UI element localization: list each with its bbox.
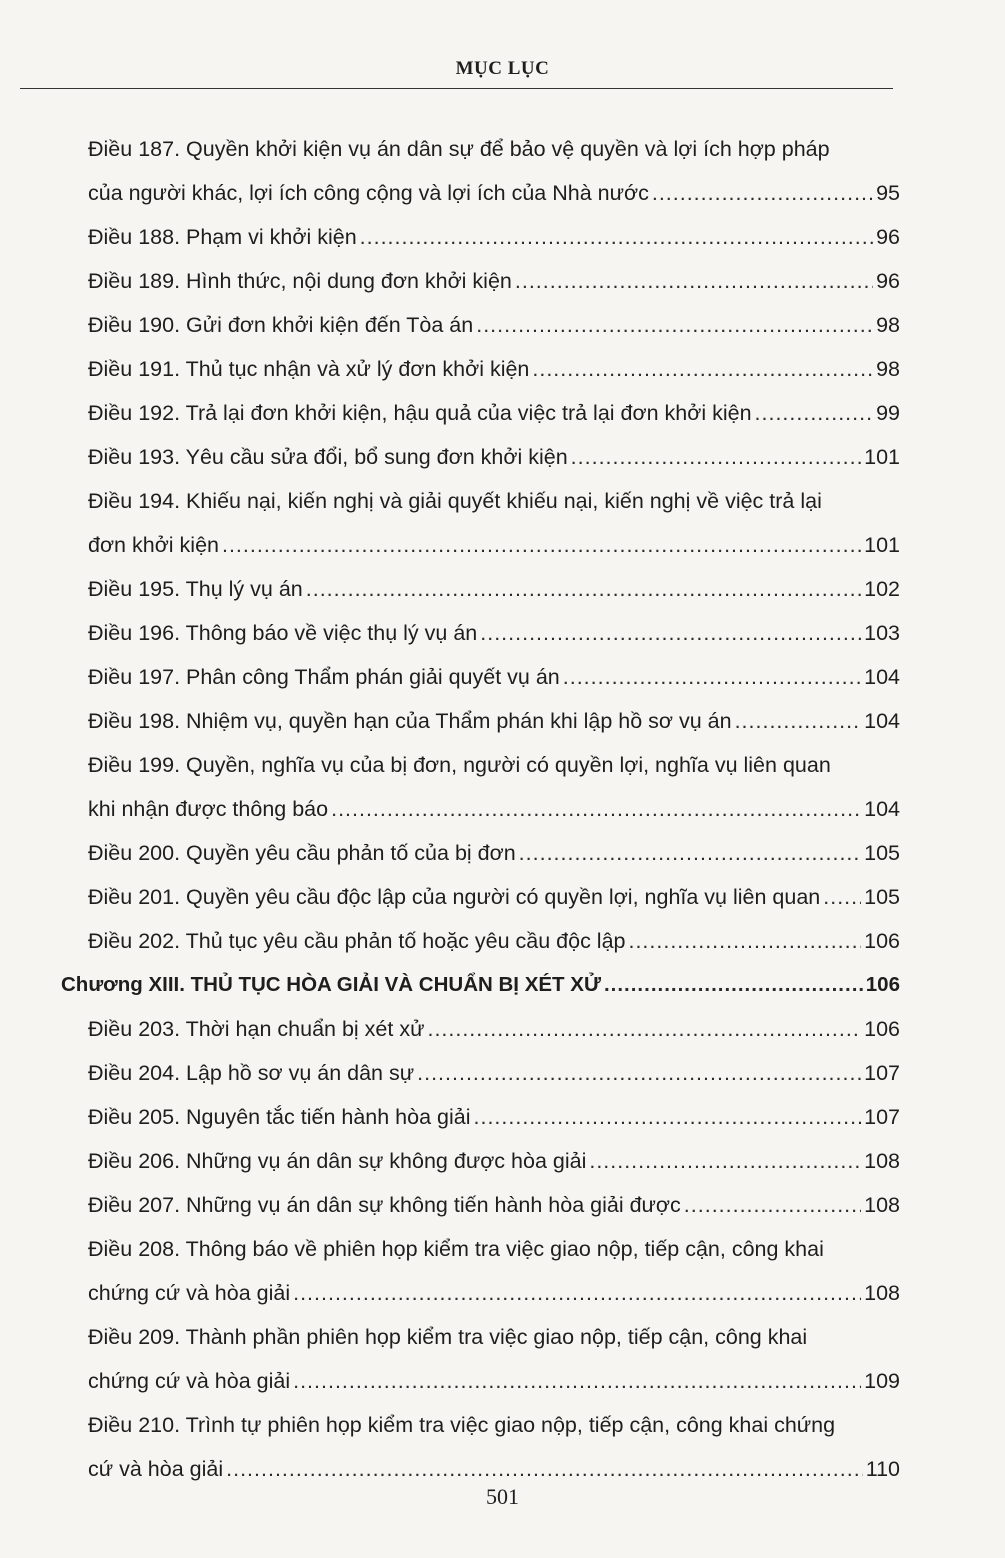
toc-entry-title: chứng cứ và hòa giải: [88, 1281, 291, 1305]
dot-leader: [604, 963, 863, 1007]
toc-entry-title: Điều 205. Nguyên tắc tiến hành hòa giải: [88, 1105, 471, 1129]
toc-entry-title: Điều 192. Trả lại đơn khởi kiện, hậu quả của việc trả lại đơn khởi kiện: [88, 401, 752, 425]
toc-entry: [88, 919, 900, 963]
toc-entry: [88, 1227, 900, 1315]
toc-page-number: 108: [864, 1149, 900, 1173]
toc-entry-title: Điều 204. Lập hồ sơ vụ án dân sự: [88, 1061, 415, 1085]
toc-entry-title: Điều 210. Trình tự phiên họp kiểm tra việc giao nộp, tiếp cận, công khai chứng: [88, 1413, 836, 1437]
toc-entry-line: [88, 1095, 900, 1139]
dot-leader: [571, 435, 861, 479]
toc-entry: [88, 875, 900, 919]
toc-page-number: 105: [864, 885, 900, 909]
toc-page-number: 101: [864, 533, 900, 557]
toc-entry-line: [88, 1007, 900, 1051]
dot-leader: [628, 919, 861, 963]
toc-entry-title: Điều 201. Quyền yêu cầu độc lập của người có quyền lợi, nghĩa vụ liên quan: [88, 885, 821, 909]
toc-entry-line: [88, 567, 900, 611]
toc-entry: [88, 391, 900, 435]
dot-leader: [306, 567, 861, 611]
toc-entry-title: Điều 206. Những vụ án dân sự không được hòa giải: [88, 1149, 587, 1173]
toc-page-number: 108: [864, 1193, 900, 1217]
toc-page-number: 98: [876, 357, 900, 381]
toc-entry: [88, 743, 900, 831]
toc-entry-title: Điều 193. Yêu cầu sửa đổi, bổ sung đơn khởi kiện: [88, 445, 568, 469]
toc-page-number: 96: [876, 225, 900, 249]
toc-entry-line: [88, 1359, 900, 1403]
toc-entry-line: [88, 1139, 900, 1183]
header-rule: [20, 88, 893, 89]
toc-entry-line: [88, 347, 900, 391]
toc-entry-line: [88, 919, 900, 963]
toc-chapter-entry: [61, 963, 900, 1007]
toc-entry: [88, 1051, 900, 1095]
toc-page-number: 106: [864, 1017, 900, 1041]
toc-entry-line: [88, 611, 900, 655]
toc-page-number: 104: [864, 797, 900, 821]
dot-leader: [480, 611, 861, 655]
toc-entry-line: [88, 1271, 900, 1315]
dot-leader: [755, 391, 874, 435]
toc-entry-line: [88, 391, 900, 435]
toc-entry-title: Điều 207. Những vụ án dân sự không tiến hành hòa giải được: [88, 1193, 681, 1217]
toc-entry-title: Điều 196. Thông báo về việc thụ lý vụ án: [88, 621, 478, 645]
dot-leader: [735, 699, 862, 743]
toc-entry-title: Điều 195. Thụ lý vụ án: [88, 577, 303, 601]
dot-leader: [652, 171, 873, 215]
dot-leader: [293, 1359, 861, 1403]
toc-entry: [88, 347, 900, 391]
toc-entry-title: Điều 188. Phạm vi khởi kiện: [88, 225, 357, 249]
toc-page-number: 104: [864, 665, 900, 689]
toc-entry-line: [88, 303, 900, 347]
toc-entry: [88, 1315, 900, 1403]
toc-entry-line: [88, 1183, 900, 1227]
toc-entry: [88, 1007, 900, 1051]
toc-entry: [88, 611, 900, 655]
toc-entry-title: khi nhận được thông báo: [88, 797, 329, 821]
toc-page-number: 108: [864, 1281, 900, 1305]
toc-page-number: 105: [864, 841, 900, 865]
dot-leader: [589, 1139, 861, 1183]
toc-entry-title: Điều 194. Khiếu nại, kiến nghị và giải quyết khiếu nại, kiến nghị về việc trả lại: [88, 489, 822, 513]
toc-entry: [88, 435, 900, 479]
toc-page-number: 98: [876, 313, 900, 337]
toc-page-number: 106: [865, 973, 900, 996]
toc-entry-title: chứng cứ và hòa giải: [88, 1369, 291, 1393]
toc-entry-line: [88, 787, 900, 831]
dot-leader: [823, 875, 861, 919]
toc-entry-title: cứ và hòa giải: [88, 1457, 224, 1481]
toc-entry-line: [88, 655, 900, 699]
toc-entry-title: của người khác, lợi ích công cộng và lợi ích của Nhà nước: [88, 181, 649, 205]
toc-entry-line: [88, 171, 900, 215]
toc-entry-line: [88, 523, 900, 567]
toc-entry-title: Chương XIII. THỦ TỤC HÒA GIẢI VÀ CHUẨN BỊ XÉT XỬ: [61, 973, 601, 996]
toc-page-number: 107: [864, 1105, 900, 1129]
toc-page-number: 95: [876, 181, 900, 205]
dot-leader: [684, 1183, 861, 1227]
toc-page-number: 109: [864, 1369, 900, 1393]
toc-entry: [88, 479, 900, 567]
dot-leader: [532, 347, 873, 391]
dot-leader: [519, 831, 861, 875]
dot-leader: [515, 259, 873, 303]
toc-page-number: 104: [864, 709, 900, 733]
toc-entry-title: Điều 203. Thời hạn chuẩn bị xét xử: [88, 1017, 425, 1041]
page-number: 501: [486, 1484, 519, 1509]
toc-entry: [88, 303, 900, 347]
toc-entry-line: [88, 1051, 900, 1095]
toc-entry: [88, 1095, 900, 1139]
toc-entry: [88, 699, 900, 743]
toc-entry-title: Điều 191. Thủ tục nhận và xử lý đơn khởi kiện: [88, 357, 530, 381]
toc-entry: [88, 127, 900, 215]
dot-leader: [563, 655, 861, 699]
toc-entry-title: Điều 189. Hình thức, nội dung đơn khởi kiện: [88, 269, 512, 293]
toc-entry-line: [88, 699, 900, 743]
toc-entry: [88, 1183, 900, 1227]
toc-entry-title: Điều 209. Thành phần phiên họp kiểm tra việc giao nộp, tiếp cận, công khai: [88, 1325, 808, 1349]
dot-leader: [331, 787, 861, 831]
dot-leader: [360, 215, 873, 259]
dot-leader: [222, 523, 861, 567]
dot-leader: [417, 1051, 861, 1095]
table-of-contents: [61, 127, 900, 1491]
page-header-title: MỤC LỤC: [455, 58, 550, 79]
toc-page-number: 102: [864, 577, 900, 601]
toc-entry: [88, 259, 900, 303]
toc-page-number: 96: [876, 269, 900, 293]
dot-leader: [474, 1095, 862, 1139]
toc-entry: [88, 567, 900, 611]
toc-entry-title: Điều 199. Quyền, nghĩa vụ của bị đơn, người có quyền lợi, nghĩa vụ liên quan: [88, 753, 831, 777]
toc-entry-title: Điều 190. Gửi đơn khởi kiện đến Tòa án: [88, 313, 474, 337]
toc-entry-line: [61, 963, 900, 1007]
dot-leader: [427, 1007, 861, 1051]
toc-entry-title: Điều 197. Phân công Thẩm phán giải quyết vụ án: [88, 665, 560, 689]
toc-entry: [88, 215, 900, 259]
toc-entry-line: [88, 435, 900, 479]
toc-entry-title: đơn khởi kiện: [88, 533, 219, 557]
toc-entry-line: [88, 259, 900, 303]
toc-entry-title: Điều 187. Quyền khởi kiện vụ án dân sự để bảo vệ quyền và lợi ích hợp pháp: [88, 137, 830, 161]
toc-page-number: 103: [864, 621, 900, 645]
toc-entry-line: [88, 215, 900, 259]
toc-entry: [88, 831, 900, 875]
toc-page-number: 101: [864, 445, 900, 469]
toc-entry: [88, 1139, 900, 1183]
toc-page-number: 110: [865, 1457, 900, 1481]
toc-entry: [88, 1403, 900, 1491]
toc-page-number: 106: [864, 929, 900, 953]
toc-entry: [88, 655, 900, 699]
toc-entry-title: Điều 200. Quyền yêu cầu phản tố của bị đơn: [88, 841, 516, 865]
toc-page-number: 107: [864, 1061, 900, 1085]
toc-entry-title: Điều 202. Thủ tục yêu cầu phản tố hoặc yêu cầu độc lập: [88, 929, 626, 953]
toc-entry-title: Điều 198. Nhiệm vụ, quyền hạn của Thẩm phán khi lập hồ sơ vụ án: [88, 709, 732, 733]
toc-entry-title: Điều 208. Thông báo về phiên họp kiểm tra việc giao nộp, tiếp cận, công khai: [88, 1237, 824, 1261]
dot-leader: [293, 1271, 861, 1315]
toc-entry-line: [88, 831, 900, 875]
toc-entry-line: [88, 875, 900, 919]
dot-leader: [476, 303, 873, 347]
toc-page-number: 99: [876, 401, 900, 425]
